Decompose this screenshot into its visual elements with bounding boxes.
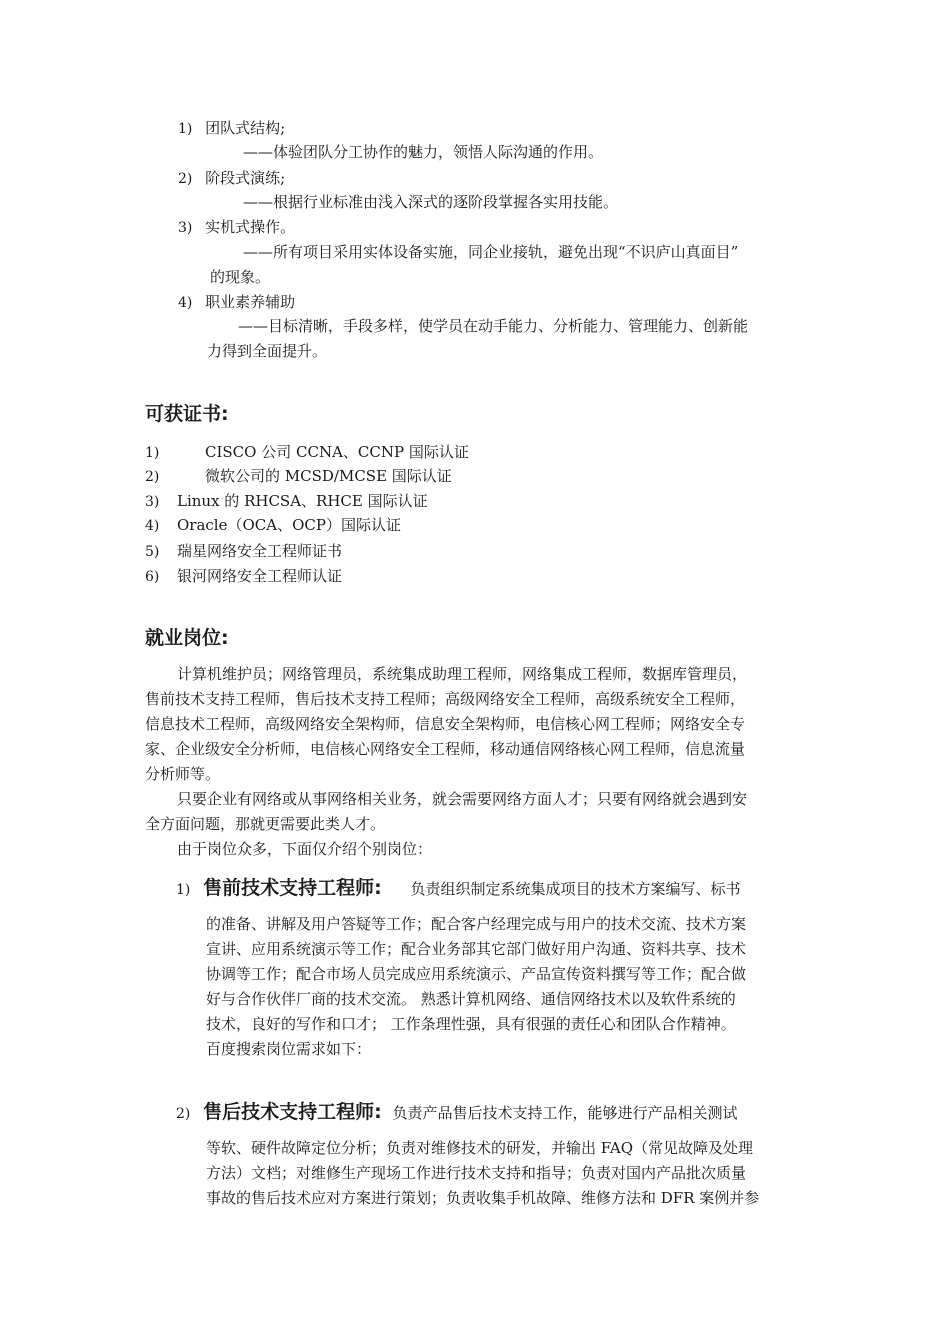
jobs-heading: 就业岗位: <box>145 627 229 649</box>
feature-number: 4) <box>178 295 193 311</box>
position-item-1 <box>176 874 741 904</box>
position-desc-line: 方法）文档；对维修生产现场工作进行技术支持和指导；负责对国内产品批次质量 <box>206 1164 747 1182</box>
feature-title: 团队式结构; <box>205 119 286 137</box>
feature-item-2 <box>178 166 285 192</box>
certificates-heading: 可获证书: <box>145 403 229 425</box>
position-desc-line: 技术，良好的写作和口才； 工作条理性强，具有很强的责任心和团队合作精神。 <box>206 1015 736 1033</box>
certificate-item-2 <box>145 464 452 490</box>
jobs-intro-line: 计算机维护员；网络管理员，系统集成助理工程师，网络集成工程师，数据库管理员， <box>177 665 748 683</box>
jobs-intro-line: 家、企业级安全分析师，电信核心网络安全工程师，移动通信网络核心网工程师，信息流量 <box>145 740 746 758</box>
certificate-item-6 <box>145 564 342 590</box>
certificate-number: 4) <box>145 518 160 534</box>
feature-title: 职业素养辅助 <box>205 293 296 311</box>
feature-description-cont: 力得到全面提升。 <box>207 342 328 360</box>
feature-number: 1) <box>178 121 193 137</box>
feature-item-4 <box>178 290 295 316</box>
position-desc-line: 等软、硬件故障定位分析；负责对维修技术的研发，并输出 FAQ（常见故障及处理 <box>206 1139 754 1157</box>
position-desc-first: 负责组织制定系统集成项目的技术方案编写、标书 <box>410 880 741 898</box>
position-desc-line: 事故的售后技术应对方案进行策划；负责收集手机故障、维修方法和 DFR 案例并参 <box>206 1189 760 1207</box>
jobs-demand-line: 只要企业有网络或从事网络相关业务，就会需要网络方面人才；只要有网络就会遇到安 <box>177 790 748 808</box>
feature-description-cont: 的现象。 <box>210 268 271 286</box>
position-number: 1) <box>176 882 191 898</box>
jobs-intro-line: 售前技术支持工程师，售后技术支持工程师；高级网络安全工程师，高级系统安全工程师， <box>145 690 746 708</box>
feature-title: 实机式操作。 <box>205 218 296 236</box>
feature-description: ——体验团队分工协作的魅力，领悟人际沟通的作用。 <box>243 143 604 161</box>
certificate-item-1 <box>145 440 469 466</box>
certificate-text: 瑞星网络安全工程师证书 <box>177 542 343 560</box>
certificate-text: Linux 的 RHCSA、RHCE 国际认证 <box>177 492 428 510</box>
jobs-intro-line: 信息技术工程师，高级网络安全架构师，信息安全架构师，电信核心网工程师；网络安全专 <box>145 715 746 733</box>
feature-description: ——所有项目采用实体设备实施，同企业接轨，避免出现“不识庐山真面目” <box>243 243 739 261</box>
feature-title: 阶段式演练; <box>205 169 286 187</box>
position-desc-line: 好与合作伙伴厂商的技术交流。 熟悉计算机网络、通信网络技术以及软件系统的 <box>206 990 736 1008</box>
position-desc-line: 百度搜索岗位需求如下： <box>206 1040 372 1058</box>
certificate-number: 6) <box>145 569 160 585</box>
certificate-text: 微软公司的 MCSD/MCSE 国际认证 <box>205 467 452 485</box>
certificate-text: Oracle（OCA、OCP）国际认证 <box>177 516 401 534</box>
feature-number: 2) <box>178 171 193 187</box>
position-desc-line: 宣讲、应用系统演示等工作；配合业务部其它部门做好用户沟通、资料共享、技术 <box>206 940 747 958</box>
certificate-item-5 <box>145 539 342 565</box>
position-desc-line: 协调等工作；配合市场人员完成应用系统演示、产品宣传资料撰写等工作；配合做 <box>206 965 747 983</box>
feature-number: 3) <box>178 220 193 236</box>
jobs-note: 由于岗位众多，下面仅介绍个别岗位： <box>177 840 433 858</box>
jobs-demand-line: 全方面问题，那就更需要此类人才。 <box>145 815 386 833</box>
position-number: 2) <box>176 1106 191 1122</box>
certificate-item-4 <box>145 513 401 539</box>
feature-item-3 <box>178 215 295 241</box>
feature-description: ——根据行业标准由浅入深式的逐阶段掌握各实用技能。 <box>243 193 619 211</box>
position-title: 售后技术支持工程师: <box>203 1101 382 1123</box>
position-desc-line: 的准备、讲解及用户答疑等工作；配合客户经理完成与用户的技术交流、技术方案 <box>206 915 747 933</box>
feature-item-1 <box>178 116 285 142</box>
certificate-number: 1) <box>145 445 160 461</box>
certificate-number: 3) <box>145 494 160 510</box>
feature-description: ——目标清晰，手段多样，使学员在动手能力、分析能力、管理能力、创新能 <box>238 317 749 335</box>
certificate-number: 5) <box>145 544 160 560</box>
position-desc-first: 负责产品售后技术支持工作，能够进行产品相关测试 <box>392 1104 738 1122</box>
certificate-item-3 <box>145 489 428 515</box>
certificate-text: 银河网络安全工程师认证 <box>177 567 343 585</box>
position-title: 售前技术支持工程师: <box>203 877 382 899</box>
jobs-intro-line: 分析师等。 <box>145 765 221 783</box>
certificate-text: CISCO 公司 CCNA、CCNP 国际认证 <box>205 443 469 461</box>
certificate-number: 2) <box>145 469 160 485</box>
position-item-2 <box>176 1098 738 1128</box>
